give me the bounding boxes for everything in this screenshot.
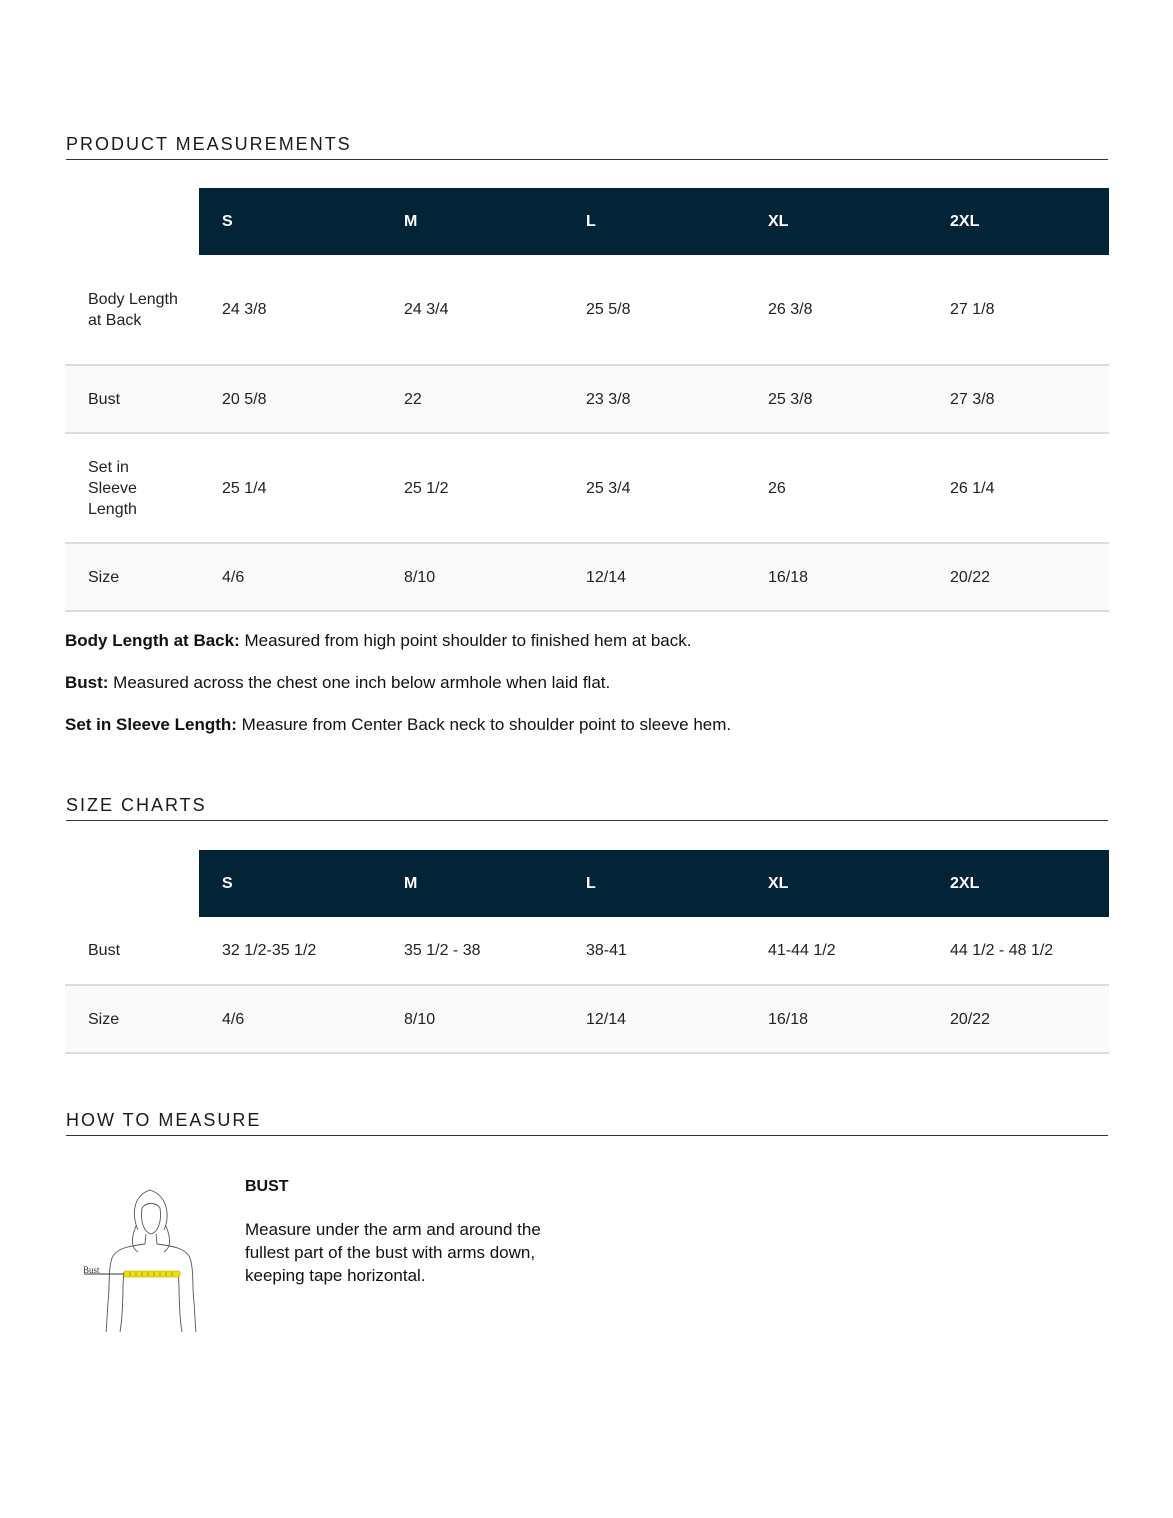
table-cell: 25 1/4 — [199, 433, 381, 543]
header-size-2xl: 2XL — [927, 188, 1109, 255]
table-row — [65, 255, 1109, 365]
size-charts-title: SIZE CHARTS — [66, 795, 1108, 821]
table-cell: 20/22 — [927, 543, 1109, 611]
table-cell: 22 — [381, 365, 563, 433]
bust-measure-figure — [80, 1186, 210, 1332]
table-cell: 25 1/2 — [381, 433, 563, 543]
header-size-xl: XL — [745, 850, 927, 917]
figure-label: Bust — [83, 1265, 100, 1275]
definition-sleeve-length — [65, 715, 731, 735]
size-charts-table — [65, 850, 1109, 1054]
row-label: Body Length at Back — [65, 255, 199, 365]
definition-text: Measured from high point shoulder to finished hem at back. — [239, 631, 692, 650]
table-cell: 44 1/2 - 48 1/2 — [927, 917, 1109, 985]
table-cell: 27 3/8 — [927, 365, 1109, 433]
definition-text: Measure from Center Back neck to shoulder point to sleeve hem. — [236, 715, 732, 734]
table-cell: 25 3/8 — [745, 365, 927, 433]
table-cell: 35 1/2 - 38 — [381, 917, 563, 985]
table-cell: 4/6 — [199, 543, 381, 611]
definition-term: Body Length at Back: — [65, 631, 240, 650]
table-row — [65, 917, 1109, 985]
table-cell: 25 3/4 — [563, 433, 745, 543]
table-cell: 8/10 — [381, 985, 563, 1053]
header-size-s: S — [199, 188, 381, 255]
header-size-l: L — [563, 188, 745, 255]
product-measurements-table — [65, 188, 1109, 612]
table-cell: 24 3/4 — [381, 255, 563, 365]
bust-instructions: Measure under the arm and around the fullest part of the bust with arms down, keeping tape horizontal. — [245, 1220, 541, 1285]
header-size-m: M — [381, 188, 563, 255]
definition-text: Measured across the chest one inch below armhole when laid flat. — [108, 673, 611, 692]
table-header-row — [65, 188, 1109, 255]
header-size-m: M — [381, 850, 563, 917]
row-label: Bust — [65, 917, 199, 985]
table-cell: 25 5/8 — [563, 255, 745, 365]
definition-body-length — [65, 631, 691, 651]
table-cell: 20 5/8 — [199, 365, 381, 433]
table-row — [65, 985, 1109, 1053]
definition-bust — [65, 673, 610, 693]
definition-term: Set in Sleeve Length: — [65, 715, 237, 734]
table-cell: 24 3/8 — [199, 255, 381, 365]
table-cell: 27 1/8 — [927, 255, 1109, 365]
row-label: Size — [65, 543, 199, 611]
table-cell: 41-44 1/2 — [745, 917, 927, 985]
header-size-xl: XL — [745, 188, 927, 255]
measuring-tape — [124, 1271, 180, 1277]
table-cell: 32 1/2-35 1/2 — [199, 917, 381, 985]
table-cell: 26 3/8 — [745, 255, 927, 365]
table-header-row — [65, 850, 1109, 917]
header-size-s: S — [199, 850, 381, 917]
table-row — [65, 543, 1109, 611]
bust-heading: BUST — [245, 1178, 289, 1195]
table-cell: 12/14 — [563, 543, 745, 611]
table-row — [65, 433, 1109, 543]
header-size-l: L — [563, 850, 745, 917]
table-row — [65, 365, 1109, 433]
table-cell: 20/22 — [927, 985, 1109, 1053]
table-cell: 16/18 — [745, 543, 927, 611]
table-cell: 26 — [745, 433, 927, 543]
header-blank-cell — [65, 188, 199, 255]
how-to-measure-title: HOW TO MEASURE — [66, 1110, 1108, 1136]
definition-term: Bust: — [65, 673, 109, 692]
table-cell: 26 1/4 — [927, 433, 1109, 543]
table-cell: 4/6 — [199, 985, 381, 1053]
header-size-2xl: 2XL — [927, 850, 1109, 917]
table-cell: 12/14 — [563, 985, 745, 1053]
row-label: Size — [65, 985, 199, 1053]
row-label: Set in Sleeve Length — [65, 433, 199, 543]
product-measurements-title: PRODUCT MEASUREMENTS — [66, 134, 1108, 160]
table-cell: 8/10 — [381, 543, 563, 611]
table-cell: 16/18 — [745, 985, 927, 1053]
header-blank-cell — [65, 850, 199, 917]
table-cell: 23 3/8 — [563, 365, 745, 433]
row-label: Bust — [65, 365, 199, 433]
table-cell: 38-41 — [563, 917, 745, 985]
